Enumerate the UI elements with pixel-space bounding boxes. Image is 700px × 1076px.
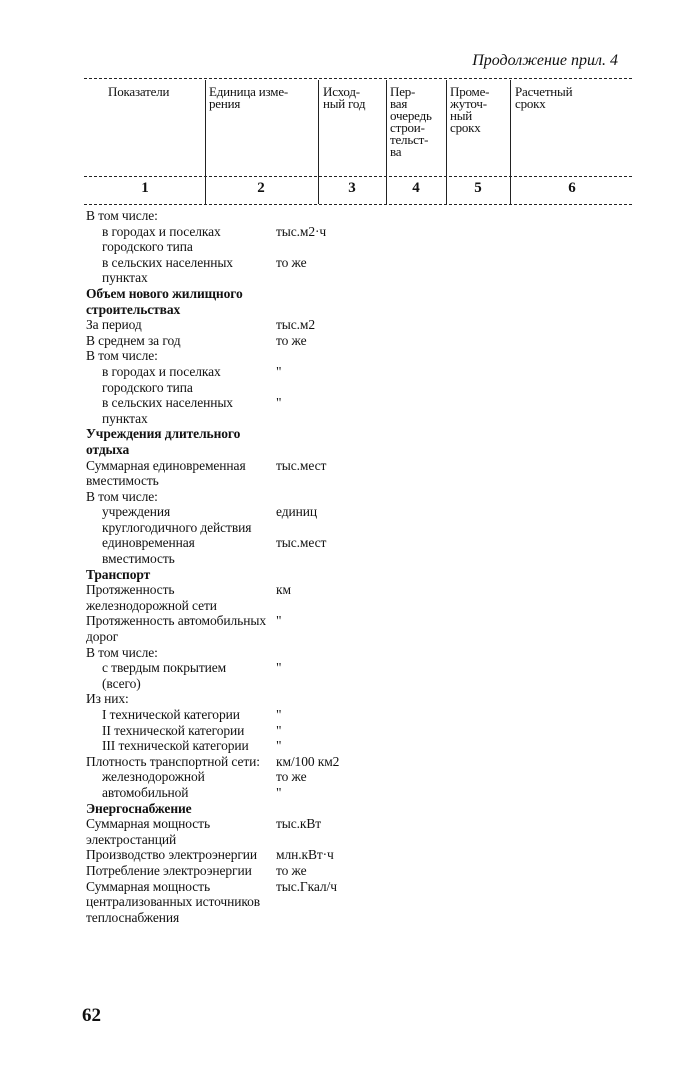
header-intermediate-term: Проме- жуточ- ный срокx [450,84,490,135]
table-row [86,317,666,333]
table-row [86,255,666,286]
col-divider-5 [510,80,511,204]
unit-text: км [276,582,291,598]
indicator-text: I технической категории [102,707,240,722]
table-row [86,348,666,364]
table-row [86,847,666,863]
unit-text: то же [276,254,307,270]
unit-text: тыс.кВт [276,816,322,832]
table-row [86,723,666,739]
indicator-text: автомобильной [102,784,189,800]
table-row [86,785,666,801]
unit-text: км/100 км2 [276,753,340,769]
indicator-text: Суммарная мощность централизованных источников теплоснабжения [86,878,261,925]
indicator-text: III технической категории [102,738,249,754]
unit-text: " [276,660,282,676]
unit-text: то же [276,862,307,878]
table-row [86,645,666,661]
table-row [86,504,666,535]
indicator-text: в сельских населенных пунктах [102,395,233,426]
indicator-text: В том числе: [86,488,158,504]
table-row [86,754,666,770]
unit-text: " [276,722,282,738]
column-number: 1 [141,180,149,196]
numbers-bottom-rule [84,204,632,205]
indicator-text: единовременная вместимость [102,535,195,567]
unit-text: то же [276,332,307,348]
continuation-caption: Продолжение прил. 4 [472,52,618,69]
indicator-text: В том числе: [86,348,158,364]
table-row [86,691,666,707]
unit-text: тыс.мест [276,457,327,473]
unit-text: " [276,738,282,754]
indicator-text: Суммарная мощность электростанций [86,816,211,847]
table-row [86,660,666,691]
indicator-text: Протяженность автомобильных дорог [86,613,266,645]
indicator-text: железнодорожной [102,769,205,785]
indicator-text: учреждения круглогодичного действия [102,504,252,535]
unit-text: " [276,363,282,379]
table-row [86,582,666,613]
unit-text: единиц [276,504,317,520]
col-divider-1 [205,80,206,204]
page-number: 62 [82,1005,101,1026]
unit-text: " [276,395,282,411]
indicator-text: в городах и поселках городского типа [102,223,221,255]
indicator-text: II технической категории [102,722,245,738]
indicator-text: Потребление электроэнергии [86,862,252,878]
unit-text: тыс.Гкал/ч [276,878,337,894]
table-row [86,863,666,879]
table-row [86,738,666,754]
column-number: 2 [257,180,265,196]
indicator-rows [86,208,666,925]
column-number: 6 [568,180,576,196]
header-base-year: Исход- ный год [323,84,366,111]
unit-text: то же [276,769,307,785]
table-row [86,364,666,395]
col-divider-2 [318,80,319,204]
table-row [86,395,666,426]
header-bottom-rule [84,176,632,177]
table-row [86,879,666,926]
header-indicators: Показатели [108,84,170,99]
indicator-text: в городах и поселках городского типа [102,363,221,395]
indicator-text: в сельских населенных пунктах [102,254,233,286]
table-row [86,224,666,255]
indicator-text: Протяженность железнодорожной сети [86,582,217,613]
indicator-text: Объем нового жилищного строительстваx [86,285,243,317]
unit-text: тыс.м2 [276,317,316,333]
indicator-text: Транспорт [86,566,151,582]
indicator-text: Энергоснабжение [86,800,192,816]
table-row [86,707,666,723]
header-unit: Единица изме- рения [209,84,289,111]
indicator-text: За период [86,317,142,333]
table-row [86,286,666,317]
table-row [86,208,666,224]
header-first-stage: Пер- вая очередь строи- тельст- ва [390,84,432,159]
indicator-text: Производство электроэнергии [86,847,258,863]
table-row [86,567,666,583]
column-number: 3 [348,180,356,196]
indicator-text: с твердым покрытием (всего) [102,660,227,691]
header-estimated-term: Расчетный срокx [515,84,573,111]
table-row [86,458,666,489]
unit-text: " [276,707,282,722]
indicator-text: Учреждения длительного отдыха [86,426,241,457]
unit-text: " [276,613,282,629]
table-row [86,801,666,817]
table-row [86,426,666,457]
table-row [86,489,666,505]
indicator-text: Плотность транспортной сети: [86,753,260,769]
table-row [86,613,666,644]
indicator-text: В среднем за год [86,332,181,348]
unit-text: тыс.м2·ч [276,223,327,239]
indicator-text: В том числе: [86,644,158,660]
indicator-text: В том числе: [86,208,158,223]
column-number: 4 [412,180,420,196]
unit-text: млн.кВт·ч [276,847,334,863]
col-divider-3 [386,80,387,204]
indicator-text: Из них: [86,691,129,707]
table-row [86,333,666,349]
table-top-rule [84,78,632,79]
table-row [86,535,666,566]
unit-text: тыс.мест [276,535,327,551]
indicator-text: Суммарная единовременная вместимость [86,457,246,489]
table-row [86,769,666,785]
column-number: 5 [474,180,482,196]
col-divider-4 [446,80,447,204]
table-row [86,816,666,847]
unit-text: " [276,784,282,800]
